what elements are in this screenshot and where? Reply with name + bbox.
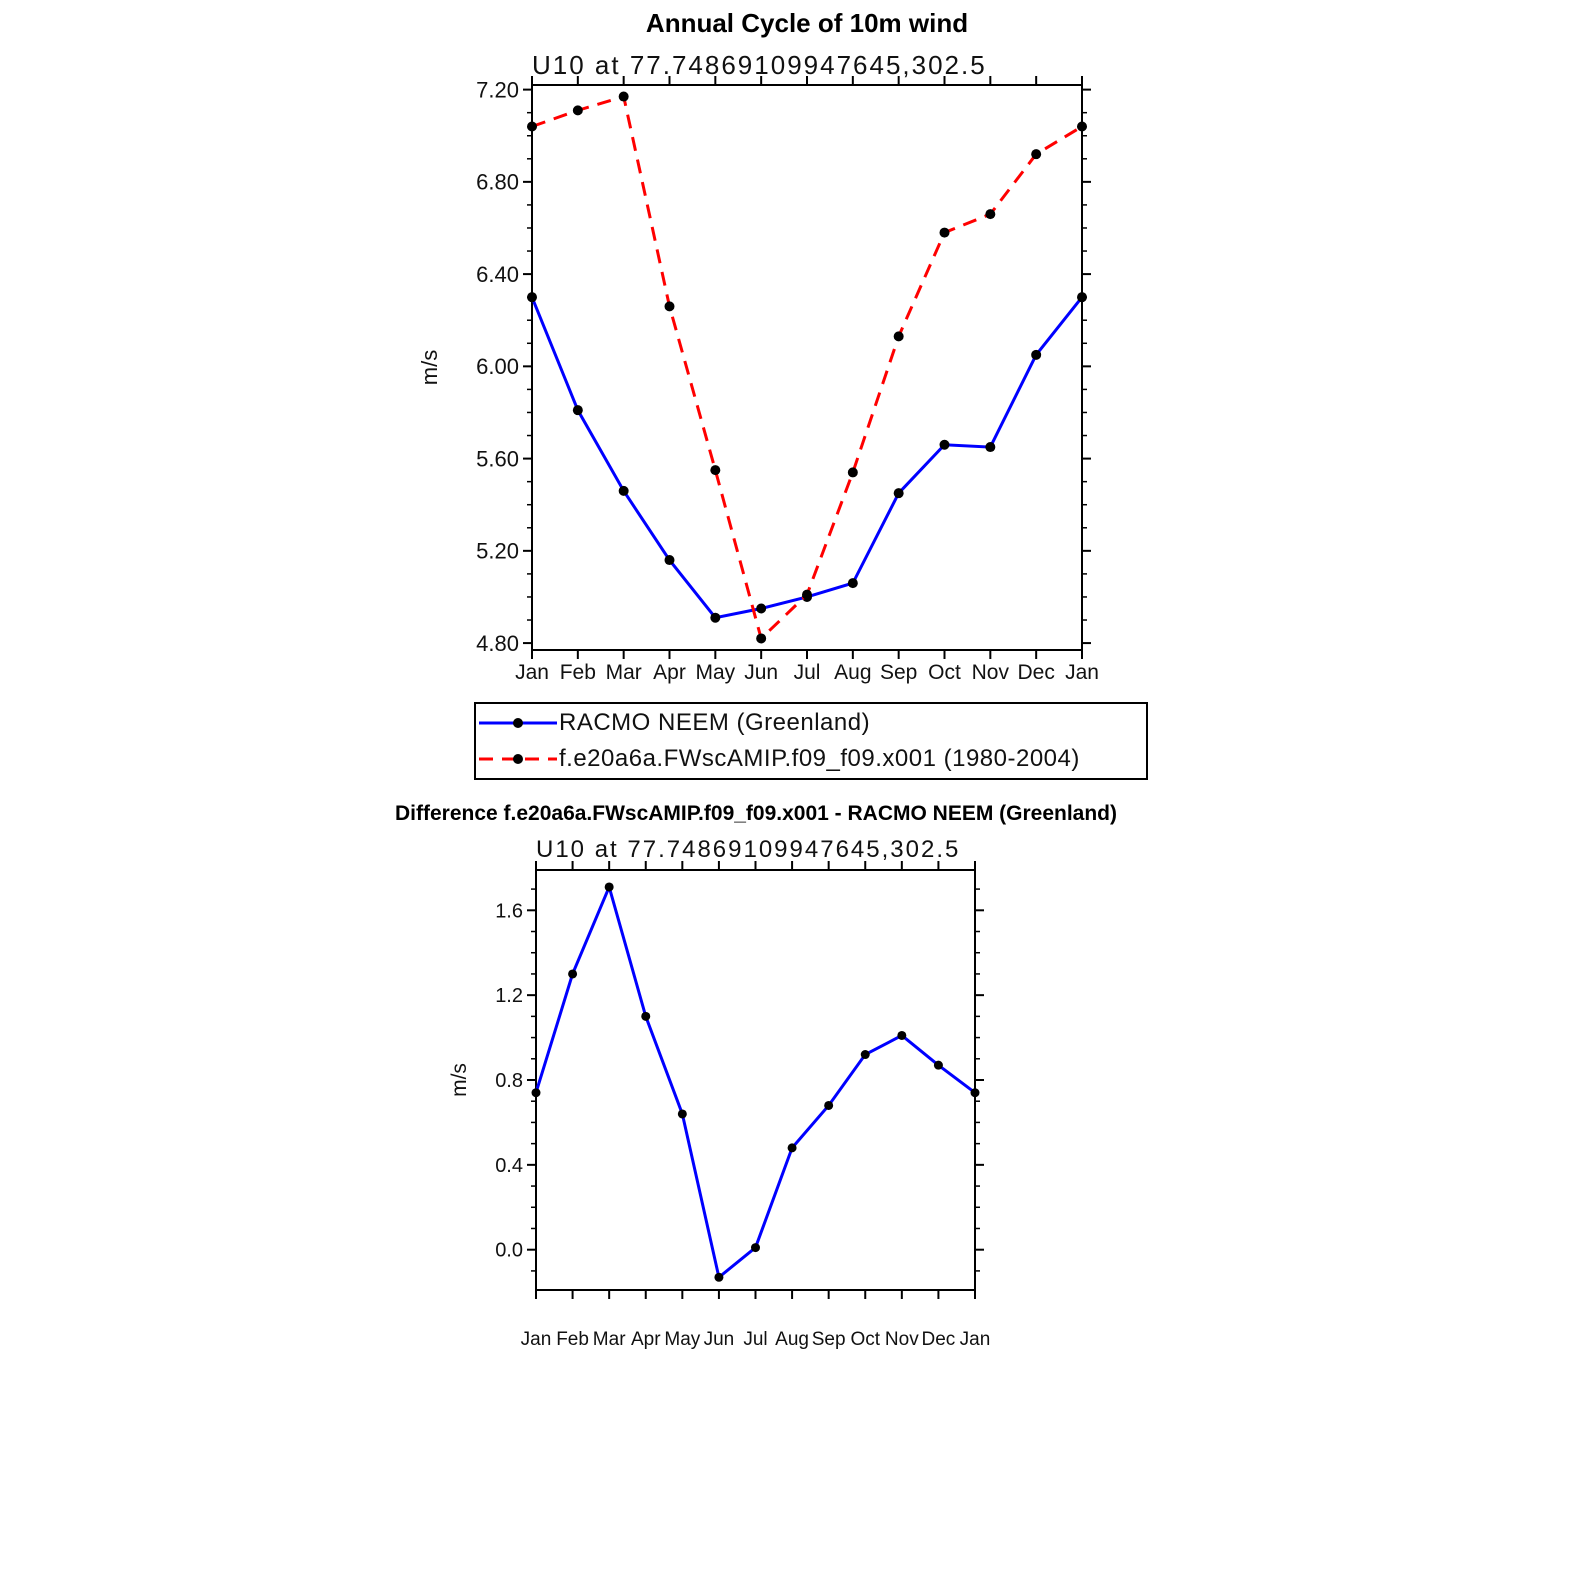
data-point [940,440,950,450]
x-tick-label: Jul [793,661,821,684]
data-point [897,1031,906,1040]
x-tick-label: Dec [921,1329,956,1350]
top-chart-subtitle: U10 at 77.74869109947645,302.5 [532,50,987,80]
y-tick-label: 7.20 [476,77,519,103]
x-tick-label: Dec [1017,661,1055,684]
x-tick-label: Sep [811,1329,846,1350]
data-point [894,331,904,341]
data-point [1077,122,1087,132]
plot-frame [536,870,975,1290]
x-tick-label: Feb [559,661,596,684]
legend-box [474,702,1148,780]
data-point [1077,292,1087,302]
data-point [985,209,995,219]
data-point [824,1101,833,1110]
data-point [802,590,812,600]
data-point [665,301,675,311]
y-axis-label: m/s [448,1063,471,1097]
y-tick-label: 6.40 [476,261,519,287]
x-tick-label: May [664,1329,701,1350]
data-point [756,633,766,643]
x-tick-label: May [695,661,736,684]
data-point [678,1109,687,1118]
x-tick-label: Jun [703,1329,735,1350]
y-tick-label: 6.00 [476,354,519,380]
series-line-0 [532,297,1082,618]
x-tick-label: Feb [556,1329,589,1350]
y-tick-label: 6.80 [476,169,519,195]
bottom-chart-subtitle: U10 at 77.74869109947645,302.5 [536,836,961,863]
x-tick-label: Nov [971,661,1010,684]
data-point [641,1012,650,1021]
legend-item-model [479,742,1146,776]
x-tick-label: Aug [834,661,872,684]
bottom-chart-title: Difference f.e20a6a.FWscAMIP.f09_f09.x001 - RACMO NEEM (Greenland) [394,802,1118,825]
bottom-chart-plot [410,858,1060,1373]
data-point [940,228,950,238]
x-tick-label: Jan [515,661,549,684]
data-point [751,1243,760,1252]
x-tick-label: Sep [879,661,918,684]
x-tick-label: Jul [743,1329,768,1350]
y-tick-label: 0.0 [495,1239,523,1262]
data-point [1031,350,1041,360]
data-point [985,442,995,452]
data-point [861,1050,870,1059]
data-point [532,1088,541,1097]
data-point [710,613,720,623]
x-tick-label: Jan [959,1329,991,1350]
y-tick-label: 4.80 [476,630,519,656]
x-tick-label: Apr [630,1329,661,1350]
data-point [788,1143,797,1152]
data-point [527,122,537,132]
data-point [573,405,583,415]
x-tick-label: Oct [928,661,961,684]
data-point [619,92,629,102]
x-tick-label: Jan [1065,661,1099,684]
x-tick-label: Nov [884,1329,919,1350]
legend-swatch-dashed-line [479,744,557,774]
data-point [573,105,583,115]
data-point [527,292,537,302]
y-tick-label: 0.4 [495,1154,523,1177]
legend-swatch-solid-line [479,708,557,738]
data-point [848,578,858,588]
data-point [605,882,614,891]
data-point [710,465,720,475]
x-tick-label: Oct [850,1329,881,1350]
y-tick-label: 5.20 [476,538,519,564]
y-tick-label: 1.2 [495,985,523,1008]
plot-frame [532,85,1082,650]
top-chart-plot [410,75,1130,715]
data-point [619,486,629,496]
x-tick-label: Apr [653,661,686,684]
y-tick-label: 5.60 [476,446,519,472]
x-tick-label: Aug [775,1329,809,1350]
x-tick-label: Mar [592,1329,626,1350]
top-chart-title: Annual Cycle of 10m wind [645,8,969,38]
x-tick-label: Jun [744,661,779,684]
data-point [971,1088,980,1097]
data-point [894,488,904,498]
legend-label-model: f.e20a6a.FWscAMIP.f09_f09.x001 (1980-2004) [559,745,1080,772]
series-line-0 [536,887,975,1277]
data-point [848,467,858,477]
x-tick-label: Jan [520,1329,552,1350]
x-tick-label: Mar [605,661,642,684]
series-line-1 [532,97,1082,639]
legend-item-racmo [479,706,1146,740]
data-point [714,1273,723,1282]
y-axis-label: m/s [417,349,442,386]
data-point [665,555,675,565]
data-point [756,603,766,613]
y-tick-label: 1.6 [495,900,523,923]
y-tick-label: 0.8 [495,1070,523,1092]
axes [417,76,1099,684]
data-point [568,969,577,978]
data-point [934,1061,943,1070]
data-point [1031,149,1041,159]
legend-label-racmo: RACMO NEEM (Greenland) [559,709,871,736]
